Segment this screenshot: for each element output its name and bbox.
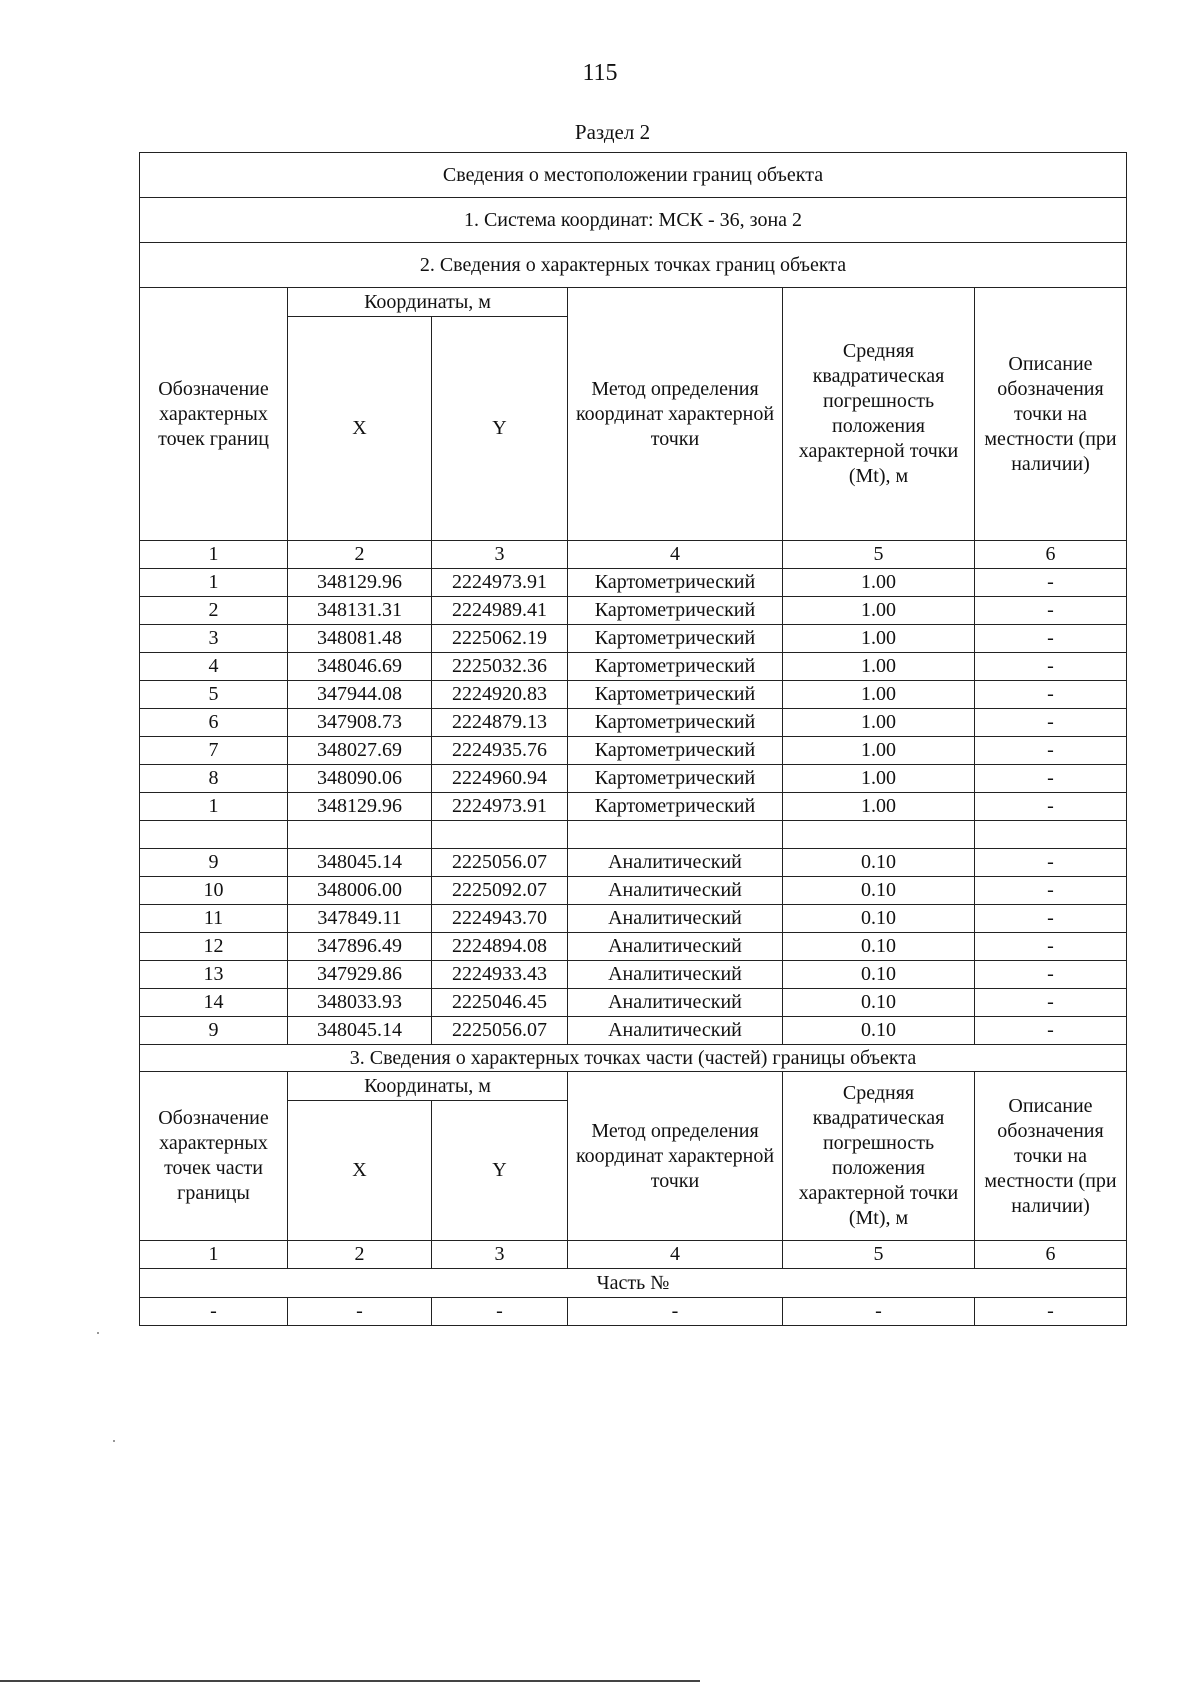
cell-error: 1.00	[783, 737, 975, 765]
table-row	[140, 653, 1127, 681]
cell-error: 1.00	[783, 793, 975, 821]
cell-method: Картометрический	[568, 765, 783, 793]
cell-error: 0.10	[783, 1017, 975, 1045]
cell-x: 347849.11	[288, 905, 432, 933]
column-number: 5	[783, 1241, 975, 1269]
cell-error: 0.10	[783, 933, 975, 961]
table-row	[140, 1017, 1127, 1045]
cell-x: 348045.14	[288, 1017, 432, 1045]
cell-point: 6	[140, 709, 288, 737]
column-number: 6	[975, 1241, 1127, 1269]
cell-error: 0.10	[783, 849, 975, 877]
cell-method: Аналитический	[568, 905, 783, 933]
cell-desc: -	[975, 597, 1127, 625]
cell-y: 2225046.45	[432, 989, 568, 1017]
cell-point: 13	[140, 961, 288, 989]
table-row	[140, 961, 1127, 989]
cell-method: Аналитический	[568, 961, 783, 989]
cell-y: 2225032.36	[432, 653, 568, 681]
header3-error: Средняя квадратическая погрешность положения характерной точки (Mt), м	[783, 1072, 975, 1241]
cell-desc: -	[975, 681, 1127, 709]
table-row	[140, 989, 1127, 1017]
cell-method: Картометрический	[568, 625, 783, 653]
column-number: 1	[140, 1241, 288, 1269]
cell-desc: -	[975, 1017, 1127, 1045]
cell-point: 12	[140, 933, 288, 961]
column-number: 2	[288, 541, 432, 569]
cell-desc: -	[975, 793, 1127, 821]
cell-x: 347896.49	[288, 933, 432, 961]
cell-x: 347908.73	[288, 709, 432, 737]
cell-point: 4	[140, 653, 288, 681]
column-number: 2	[288, 1241, 432, 1269]
cell-x: 348006.00	[288, 877, 432, 905]
cell-point: 1	[140, 569, 288, 597]
scan-edge-line	[0, 1680, 700, 1682]
cell-error: 1.00	[783, 681, 975, 709]
empty-cell: -	[432, 1298, 568, 1326]
empty-cell: -	[783, 1298, 975, 1326]
cell-x: 348027.69	[288, 737, 432, 765]
table-row	[140, 877, 1127, 905]
cell-error: 1.00	[783, 709, 975, 737]
header3-coords: Координаты, м	[288, 1072, 568, 1101]
cell-point: 11	[140, 905, 288, 933]
table-row	[140, 681, 1127, 709]
header3-point-label: Обозначение характерных точек части границы	[140, 1072, 288, 1241]
header-point-label: Обозначение характерных точек границ	[140, 288, 288, 541]
cell-method: Картометрический	[568, 681, 783, 709]
empty-cell: -	[568, 1298, 783, 1326]
table-row	[140, 569, 1127, 597]
cell-x: 348046.69	[288, 653, 432, 681]
cell-method: Картометрический	[568, 793, 783, 821]
cell-x: 348129.96	[288, 569, 432, 597]
table-row	[140, 905, 1127, 933]
column-number: 3	[432, 541, 568, 569]
cell-point: 7	[140, 737, 288, 765]
column-number: 5	[783, 541, 975, 569]
table-row	[140, 793, 1127, 821]
cell-method: Картометрический	[568, 709, 783, 737]
cell-error: 1.00	[783, 625, 975, 653]
cell-error: 1.00	[783, 765, 975, 793]
cell-y: 2225092.07	[432, 877, 568, 905]
cell-y: 2224894.08	[432, 933, 568, 961]
cell-y: 2224920.83	[432, 681, 568, 709]
cell-desc: -	[975, 989, 1127, 1017]
table-row	[140, 765, 1127, 793]
cell-x: 348033.93	[288, 989, 432, 1017]
cell-x: 348045.14	[288, 849, 432, 877]
cell-method: Аналитический	[568, 877, 783, 905]
cell-y: 2224973.91	[432, 569, 568, 597]
cell-desc: -	[975, 961, 1127, 989]
header-method: Метод определения координат характерной точки	[568, 288, 783, 541]
section-label: Раздел 2	[574, 120, 651, 144]
header3-method: Метод определения координат характерной точки	[568, 1072, 783, 1241]
table-row	[140, 737, 1127, 765]
scan-speck	[97, 1332, 99, 1334]
cell-desc: -	[975, 569, 1127, 597]
table-title: Сведения о местоположении границ объекта	[140, 153, 1127, 198]
cell-desc: -	[975, 877, 1127, 905]
header-coords: Координаты, м	[288, 288, 568, 317]
coordinates-table	[139, 152, 1127, 1326]
header-error: Средняя квадратическая погрешность положения характерной точки (Mt), м	[783, 288, 975, 541]
cell-desc: -	[975, 905, 1127, 933]
column-number: 4	[568, 1241, 783, 1269]
cell-y: 2224989.41	[432, 597, 568, 625]
cell-y: 2225056.07	[432, 1017, 568, 1045]
cell-method: Аналитический	[568, 849, 783, 877]
cell-y: 2224879.13	[432, 709, 568, 737]
table-row	[140, 709, 1127, 737]
scan-speck	[113, 1440, 115, 1442]
cell-point: 5	[140, 681, 288, 709]
cell-y: 2225056.07	[432, 849, 568, 877]
header-x: X	[288, 317, 432, 541]
table-row	[140, 849, 1127, 877]
cell-error: 0.10	[783, 989, 975, 1017]
cell-method: Картометрический	[568, 737, 783, 765]
cell-y: 2224960.94	[432, 765, 568, 793]
table-row	[140, 597, 1127, 625]
column-number: 4	[568, 541, 783, 569]
cell-error: 1.00	[783, 653, 975, 681]
table-row	[140, 933, 1127, 961]
header3-x: X	[288, 1101, 432, 1241]
cell-point: 14	[140, 989, 288, 1017]
cell-desc: -	[975, 849, 1127, 877]
part-label: Часть №	[140, 1269, 1127, 1298]
cell-desc: -	[975, 709, 1127, 737]
empty-cell: -	[288, 1298, 432, 1326]
cell-error: 1.00	[783, 597, 975, 625]
cell-desc: -	[975, 737, 1127, 765]
cell-method: Картометрический	[568, 569, 783, 597]
cell-desc: -	[975, 625, 1127, 653]
cell-x: 348131.31	[288, 597, 432, 625]
page-number: 115	[582, 60, 618, 86]
coord-system-row: 1. Система координат: МСК - 36, зона 2	[140, 198, 1127, 243]
cell-point: 9	[140, 1017, 288, 1045]
header3-description: Описание обозначения точки на местности (при наличии)	[975, 1072, 1127, 1241]
empty-cell: -	[975, 1298, 1127, 1326]
cell-y: 2224943.70	[432, 905, 568, 933]
cell-x: 347944.08	[288, 681, 432, 709]
cell-error: 1.00	[783, 569, 975, 597]
header-y: Y	[432, 317, 568, 541]
cell-point: 8	[140, 765, 288, 793]
cell-x: 347929.86	[288, 961, 432, 989]
column-number: 1	[140, 541, 288, 569]
cell-x: 348081.48	[288, 625, 432, 653]
empty-part-row	[140, 1298, 1127, 1326]
cell-method: Картометрический	[568, 597, 783, 625]
cell-x: 348129.96	[288, 793, 432, 821]
cell-point: 10	[140, 877, 288, 905]
cell-error: 0.10	[783, 905, 975, 933]
empty-cell: -	[140, 1298, 288, 1326]
cell-desc: -	[975, 653, 1127, 681]
group-separator-row	[140, 821, 1127, 849]
cell-point: 1	[140, 793, 288, 821]
cell-x: 348090.06	[288, 765, 432, 793]
column-numbers-row	[140, 541, 1127, 569]
table-row	[140, 625, 1127, 653]
cell-point: 9	[140, 849, 288, 877]
cell-error: 0.10	[783, 877, 975, 905]
cell-y: 2224973.91	[432, 793, 568, 821]
cell-method: Картометрический	[568, 653, 783, 681]
column-number: 6	[975, 541, 1127, 569]
header3-y: Y	[432, 1101, 568, 1241]
cell-point: 2	[140, 597, 288, 625]
cell-y: 2224933.43	[432, 961, 568, 989]
cell-method: Аналитический	[568, 1017, 783, 1045]
cell-error: 0.10	[783, 961, 975, 989]
cell-y: 2224935.76	[432, 737, 568, 765]
cell-desc: -	[975, 765, 1127, 793]
cell-method: Аналитический	[568, 989, 783, 1017]
column-numbers-row-3	[140, 1241, 1127, 1269]
column-number: 3	[432, 1241, 568, 1269]
section3-title: 3. Сведения о характерных точках части (частей) границы объекта	[140, 1045, 1127, 1072]
cell-desc: -	[975, 933, 1127, 961]
cell-y: 2225062.19	[432, 625, 568, 653]
cell-method: Аналитический	[568, 933, 783, 961]
cell-point: 3	[140, 625, 288, 653]
section2-title: 2. Сведения о характерных точках границ объекта	[140, 243, 1127, 288]
header-description: Описание обозначения точки на местности (при наличии)	[975, 288, 1127, 541]
